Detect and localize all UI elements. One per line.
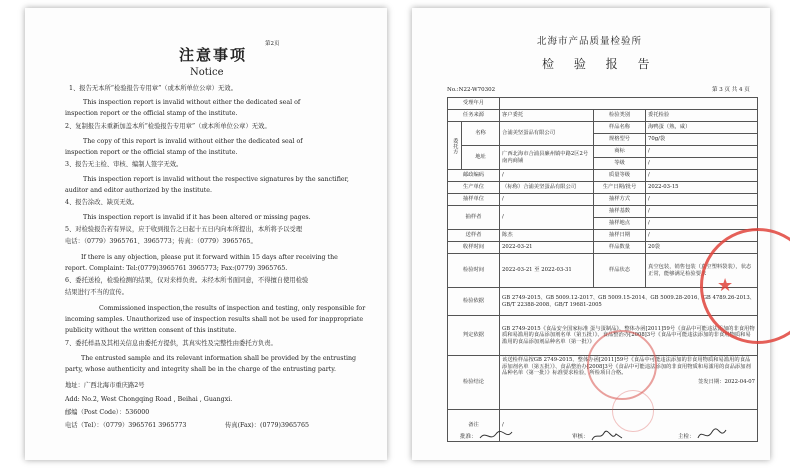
approver-signature (478, 428, 514, 444)
notice-line: inspection report or the official stamp of the institute. (65, 149, 238, 156)
cell-value: 客户委托 (500, 110, 594, 122)
post-code: 邮编（Post Code）：536000 (65, 409, 150, 416)
cell-value: 海鸭蛋（熟，咸） (646, 122, 758, 134)
cell-value: 委托检验 (646, 110, 758, 122)
cell-label: 名称 (462, 122, 500, 146)
report-number: No.:N22-W70302 (447, 87, 496, 93)
fax: 传真(Fax)：(0779)3965765 (225, 422, 310, 429)
notice-line: 4、报告涂改、缺页无效。 (65, 199, 139, 206)
notice-line: incoming samples. Unauthorized use of inspection results shall not be used for inappropriate (65, 316, 364, 323)
notice-line: report. Complaint: Tel:(0779)3965761 3965773; Fax:(0779) 3965765. (65, 265, 288, 272)
cell-value: 真空包装，销售包装（真空塑料袋装），状态正常，能够满足检验要求 (646, 254, 758, 288)
inspection-report-page (412, 8, 770, 460)
cell-value: / (646, 218, 758, 230)
institute-name: 北海市产品质量检验所 (537, 36, 643, 47)
cell-label: 质量等级 (594, 170, 646, 182)
cell-value: / (500, 170, 594, 182)
cell-label: 商标 (594, 146, 646, 158)
cell-value: （标称）合浦美坚蛋品有限公司 (500, 182, 594, 194)
notice-line: This inspection report is invalid without either the dedicated seal of (83, 99, 301, 106)
cell-value: / (646, 170, 758, 182)
cell-value: / (646, 146, 758, 158)
notice-line: inspection report or the official stamp of the institute. (65, 110, 238, 117)
cell-label: 判定依据 (448, 316, 500, 356)
notice-line: This inspection report is invalid without the respective signatures by the sanctifier, (83, 176, 349, 183)
notice-line: auditor and editor authorized by the institute. (65, 187, 213, 194)
notice-line: 7、委托样品及其相关信息由委托方提供，其真实性及完整性由委托方负责。 (65, 340, 277, 347)
notice-title-en: Notice (190, 67, 224, 78)
cell-label: 等级 (594, 158, 646, 170)
notice-line: publicity without the written consent of this institute. (65, 327, 237, 334)
cell-label: 生产单位 (448, 182, 500, 194)
cell-label: 规格型号 (594, 134, 646, 146)
notice-line: 结果进行不当的宣传。 (65, 289, 128, 296)
address-en: Add: No.2, West Chongqing Road , Beihai , Guangxi. (65, 396, 233, 403)
cell-value: 2022-03-21 (500, 242, 594, 254)
cell-value: / (500, 410, 758, 442)
notice-line: The entrusted sample and its relevant information shall be provided by the entrusting (81, 355, 357, 362)
sign-date: 签发日期：2022-04-07 (697, 378, 756, 385)
report-title: 检 验 报 告 (542, 57, 658, 71)
cell-value: / (646, 230, 758, 242)
cell-value: / (500, 194, 594, 206)
page-number: 第 3 页 共 4 页 (712, 87, 750, 93)
auditor-label: 审核： (572, 434, 589, 440)
telephone: 电话（Tel）：（0779）3965761 3965773 (65, 422, 187, 429)
cell-label: 送样者 (448, 230, 500, 242)
cell-value: 广西北海市合浦县廉州镇中路2区2号南内商铺 (500, 146, 594, 170)
address-cn: 地址：广西北海市重庆路2号 (65, 382, 145, 389)
cell-value: GB 2749-2015《食品安全国家标准 蛋与蛋制品》、整体办函[2011]59号《食品中可能违法添加的非食用物质和易滥用的食品添加剂名单（第五批）》、食品整治办[2008]3号《食品中可能违法添加的非食用物质和易滥用的食品添加剂品种名单（第一批）》 (500, 316, 758, 356)
cell-value: / (500, 206, 594, 230)
cell-value: 70g/袋 (646, 134, 758, 146)
official-seal (587, 330, 657, 400)
cell-label: 任务来源 (448, 110, 500, 122)
notice-line: party, whose authenticity and integrity shall be in the charge of the entrusting party. (65, 366, 336, 373)
notice-line: 2、复制报告未重新加盖本所“检验报告专用章”（或本所单位公章）无效。 (65, 123, 271, 130)
cell-value: GB 2749-2015、GB 5009.12-2017、GB 5009.15-2014、GB 5009.28-2016、GB 4789.26-2013、GB/T 22388-2008、GB/T 19681-2005 (500, 288, 758, 316)
auditor-signature (590, 428, 626, 444)
notice-line: If there is any objection, please put it forward within 15 days after receiving the (81, 254, 338, 261)
cell-value: / (646, 206, 758, 218)
cell-label: 样品状态 (594, 254, 646, 288)
notice-title-cn: 注意事项 (179, 46, 248, 64)
conclusion-text: 该送检样品按GB 2749-2015、整体办函[2011]59号《食品中可能违法添加的非食用物质和易滥用的食品添加剂名单（第五批）》、食品整治办[2008]3号《食品中可能违法添加的非食用物质和易滥用的食品添加剂品种名单（第一批）》标准要求检验，所检项目合格。 (502, 357, 751, 376)
chief-inspector-label: 主检： (678, 434, 695, 440)
cell-label: 样品名称 (594, 122, 646, 134)
cell-label: 抽样基数 (594, 206, 646, 218)
cell-label: 抽样地点 (594, 218, 646, 230)
cell-value: 陈杰 (500, 230, 594, 242)
cell-value: 20袋 (646, 242, 758, 254)
notice-line: 1、报告无本所“检验报告专用章”（或本所单位公章）无效。 (69, 85, 237, 92)
approver-label: 批准： (460, 434, 477, 440)
cell-label: 检验结论 (448, 356, 500, 410)
cell-label: 检验时间 (448, 254, 500, 288)
cell-label: 地址 (462, 146, 500, 170)
cell-label: 生产日期/批号 (594, 182, 646, 194)
cell-label: 抽样方式 (594, 194, 646, 206)
notice-line: 6、委托送检，检验检测的结果，仅对来样负责。未经本所书面同意，不得擅自使用检验 (65, 277, 309, 284)
cell-label: 检验依据 (448, 288, 500, 316)
notice-line: This inspection report is invalid if it has been altered or missing pages. (83, 214, 311, 221)
cell-value: 合浦美坚蛋品有限公司 (500, 122, 594, 146)
cell-label: 备注 (448, 410, 500, 442)
cell-label: 样品数量 (594, 242, 646, 254)
cell-value: 2022-03-15 (646, 182, 758, 194)
cell-label: 委托方 (448, 122, 462, 170)
cell-label: 受理年月 (448, 98, 500, 110)
cell-value: / (646, 158, 758, 170)
cell-value: / (646, 194, 758, 206)
cell-label: 邮政编码 (448, 170, 500, 182)
cell-label: 收样时间 (448, 242, 500, 254)
star-icon: ★ (717, 275, 734, 296)
page-number: 第2页 (265, 41, 280, 47)
cell-label: 抽样单位 (448, 194, 500, 206)
notice-page (25, 8, 387, 460)
cell-label: 抽样日期 (594, 230, 646, 242)
cell-label: 抽样者 (448, 206, 500, 230)
notice-line: 电话：（0779）3965761、3965773；传真：（0779）3965765。 (65, 238, 257, 245)
cell-value: 2022-03-21 至 2022-03-31 (500, 254, 594, 288)
official-seal (612, 390, 654, 432)
cell-label: 检验类别 (594, 110, 646, 122)
notice-line: 3、报告无主检、审核、编制人签字无效。 (65, 161, 183, 168)
chief-inspector-signature (696, 426, 730, 444)
notice-line: 5、对检验报告若有异议，应于收到报告之日起十五日内向本所提出，本所将予以受理 (65, 226, 302, 233)
notice-line: The copy of this report is invalid without either the dedicated seal of (83, 138, 303, 145)
notice-line: Commissioned inspection,the results of inspection and testing, only responsible for (99, 305, 366, 312)
